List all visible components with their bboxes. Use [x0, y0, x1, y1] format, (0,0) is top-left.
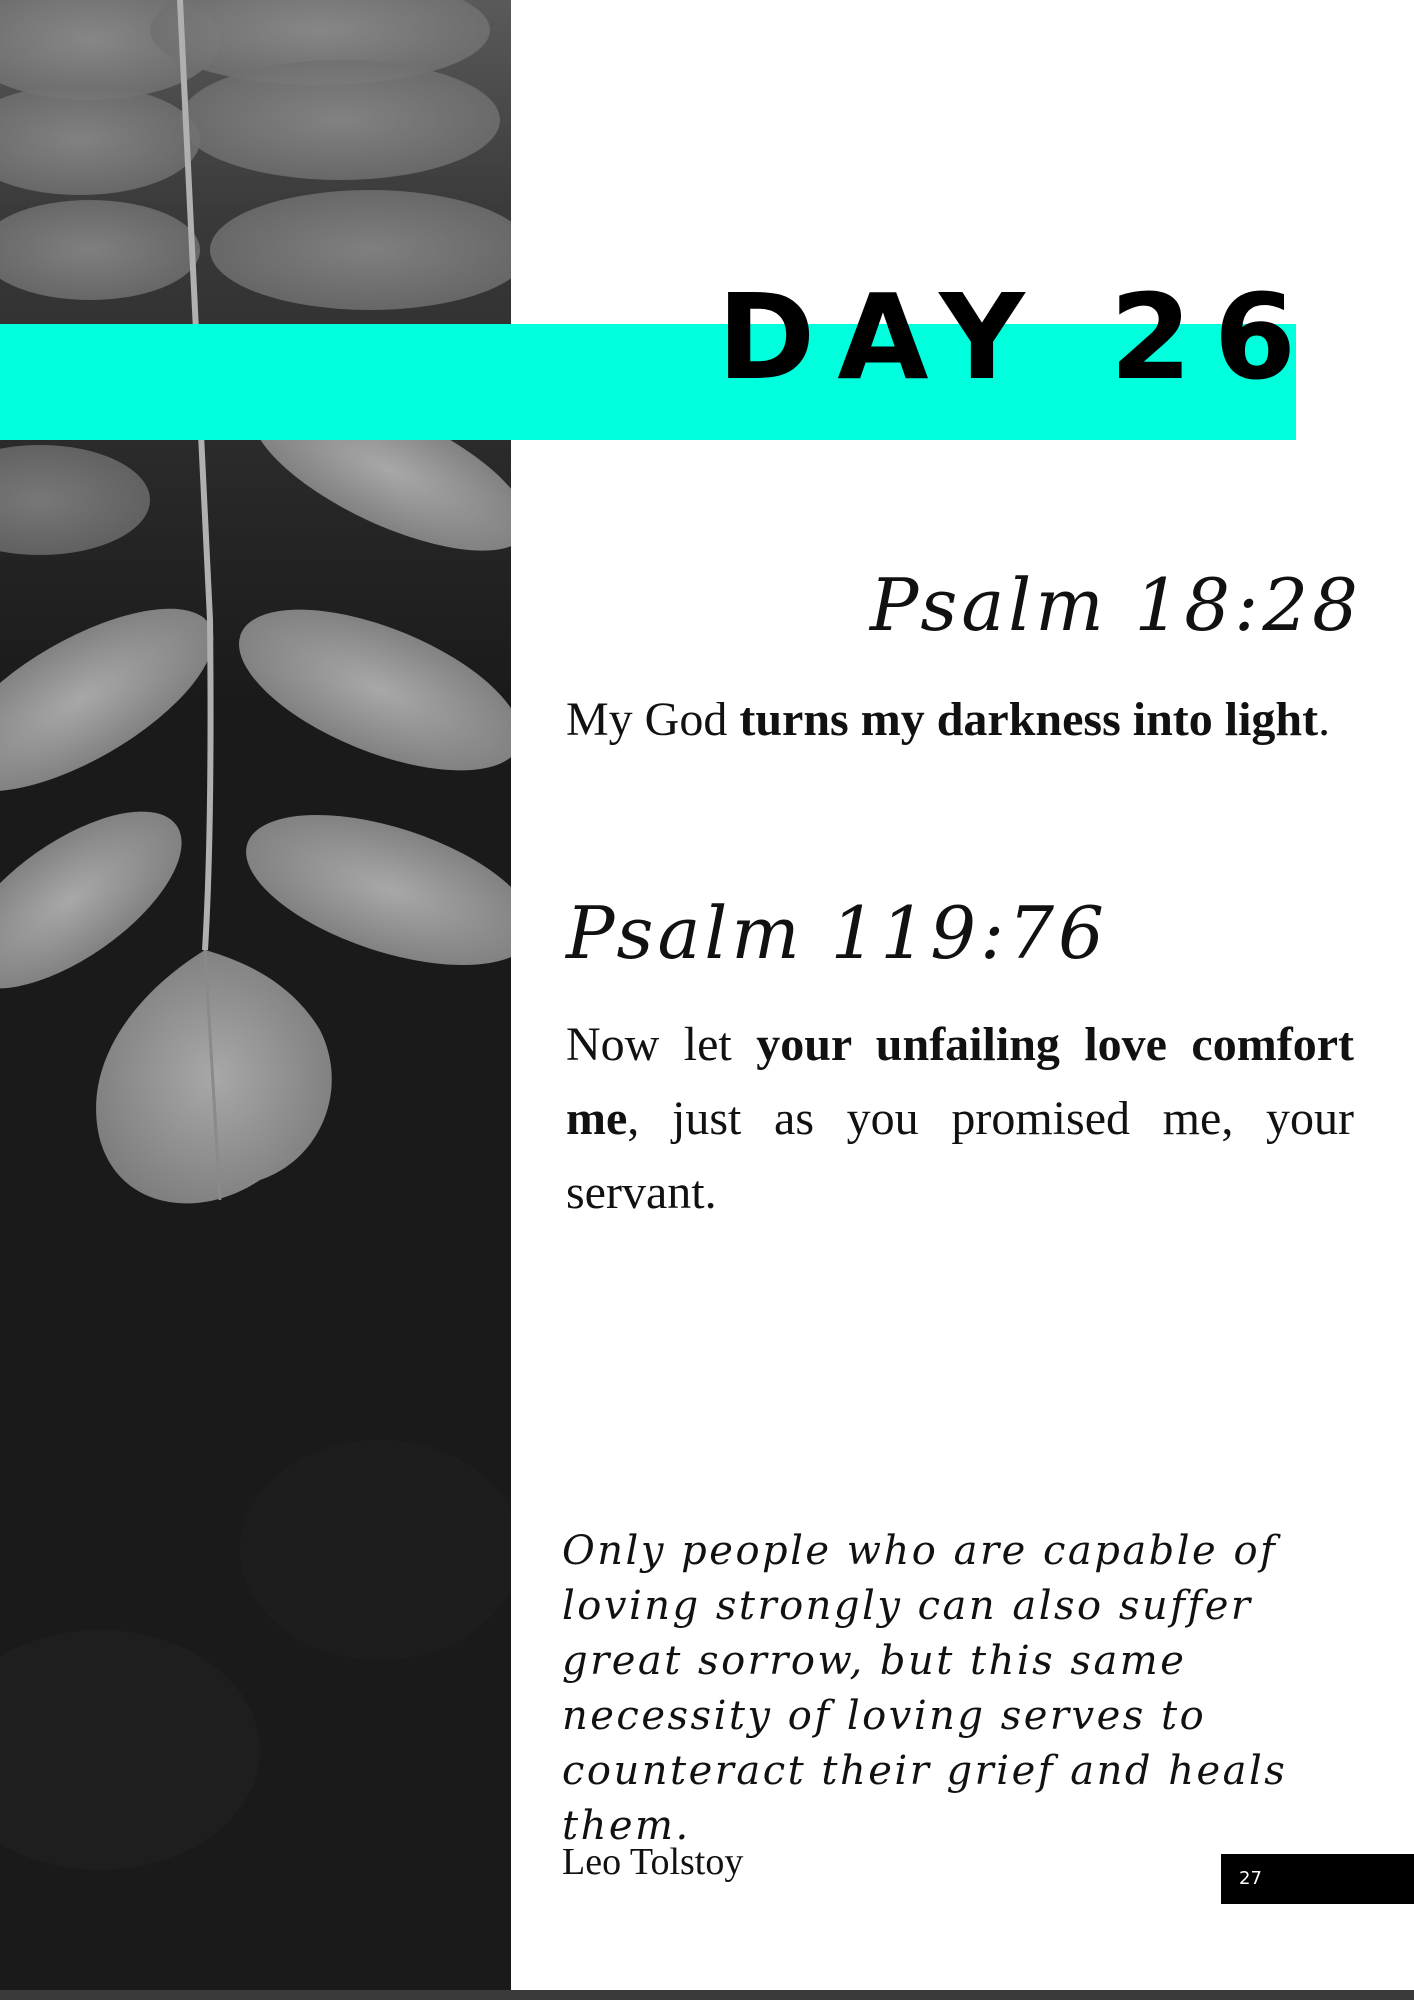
verse-emphasis: turns my darkness into light — [739, 693, 1319, 746]
page-number: 27 — [1221, 1854, 1414, 1904]
verse-text: , just as you promised me, your servant. — [566, 1092, 1354, 1219]
leaf-branch-icon — [0, 0, 511, 2000]
verse-emphasis: your unfailing love comfort me — [566, 1018, 1354, 1145]
scripture-reference-1: Psalm 18:28 — [869, 563, 1362, 647]
bottom-photo-strip — [0, 1990, 1414, 2000]
verse-text: My God — [566, 693, 740, 746]
quote-text: Only people who are capable of loving strongly can also suffer great sorrow, but this same necessity of loving serves to counteract their grief and heals them. — [562, 1528, 1288, 1849]
verse-text: . — [1318, 693, 1331, 746]
page-title: DAY 26 — [717, 268, 1318, 406]
leaf-branch-photo — [0, 0, 511, 2000]
scripture-verse-1 — [566, 690, 1330, 750]
scripture-verse-2 — [566, 1008, 1354, 1230]
verse-text: Now let — [566, 1018, 757, 1071]
quote-author: Leo Tolstoy — [562, 1841, 744, 1883]
scripture-reference-2: Psalm 119:76 — [566, 891, 1108, 975]
